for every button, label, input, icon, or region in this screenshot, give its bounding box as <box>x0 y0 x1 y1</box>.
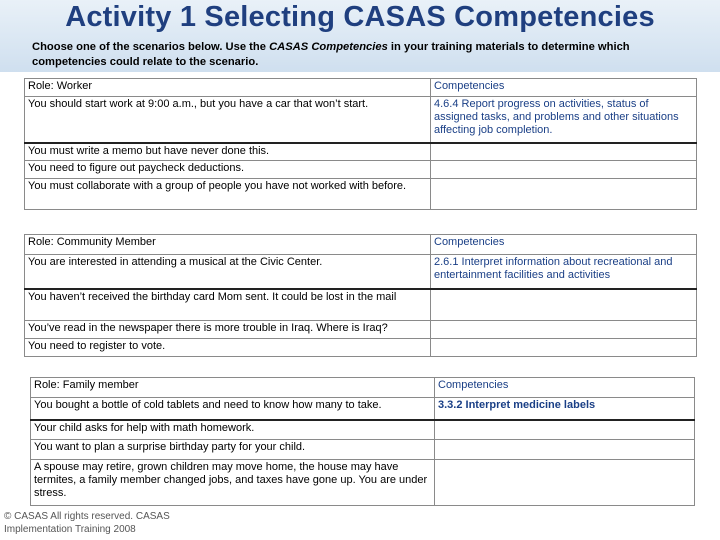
scenario-cell: You are interested in attending a musical at the Civic Center. <box>25 255 431 289</box>
scenario-cell: You want to plan a surprise birthday party for your child. <box>31 440 435 460</box>
scenario-cell: Your child asks for help with math homework. <box>31 420 435 440</box>
scenario-cell: You must write a memo but have never done this. <box>25 143 431 161</box>
role-header: Role: Community Member <box>25 235 431 255</box>
role-header: Role: Worker <box>25 79 431 97</box>
instructions-part2: in your training materials to determine which competencies could relate to the scenario. <box>32 41 630 68</box>
copyright-footer <box>4 510 204 536</box>
competency-cell <box>431 179 697 210</box>
table-row <box>31 460 695 506</box>
family-table <box>30 377 695 506</box>
table-row <box>25 289 697 321</box>
table-header-row <box>25 79 697 97</box>
table-row <box>25 179 697 210</box>
scenario-cell: You need to register to vote. <box>25 339 431 357</box>
competencies-header: Competencies <box>431 79 697 97</box>
table-row <box>31 440 695 460</box>
competencies-header: Competencies <box>435 378 695 398</box>
table-header-row <box>25 235 697 255</box>
competency-cell: 3.3.2 Interpret medicine labels <box>435 398 695 420</box>
competency-cell: 2.6.1 Interpret information about recreational and entertainment facilities and activities <box>431 255 697 289</box>
competency-cell <box>431 289 697 321</box>
table-row <box>25 161 697 179</box>
table-row <box>25 97 697 143</box>
competency-cell <box>435 460 695 506</box>
table-row <box>25 143 697 161</box>
instructions-italic: CASAS Competencies <box>269 41 388 53</box>
scenario-cell: You need to figure out paycheck deductions. <box>25 161 431 179</box>
competency-cell <box>431 321 697 339</box>
competencies-header: Competencies <box>431 235 697 255</box>
role-header: Role: Family member <box>31 378 435 398</box>
table-row <box>25 255 697 289</box>
footer-line-1: © CASAS All rights reserved. CASAS <box>4 511 170 522</box>
page-title: Activity 1 Selecting CASAS Competencies <box>65 1 655 33</box>
table-header-row <box>31 378 695 398</box>
scenario-cell: You’ve read in the newspaper there is more trouble in Iraq. Where is Iraq? <box>25 321 431 339</box>
table-row <box>31 398 695 420</box>
competency-cell <box>435 420 695 440</box>
scenario-cell: A spouse may retire, grown children may move home, the house may have termites, a family member changed jobs, and taxes have gone up. You are under stress. <box>31 460 435 506</box>
instructions-part1: Choose one of the scenarios below. Use the <box>32 41 270 53</box>
scenario-cell: You bought a bottle of cold tablets and need to know how many to take. <box>31 398 435 420</box>
competency-cell <box>431 161 697 179</box>
scenario-cell: You must collaborate with a group of people you have not worked with before. <box>25 179 431 210</box>
competency-cell <box>431 143 697 161</box>
community-table <box>24 234 697 357</box>
footer-line-2: Implementation Training 2008 <box>4 524 136 535</box>
table-row <box>31 420 695 440</box>
worker-table <box>24 78 697 210</box>
competency-cell <box>435 440 695 460</box>
table-row <box>25 339 697 357</box>
competency-cell: 4.6.4 Report progress on activities, status of assigned tasks, and problems and other situations affecting job completion. <box>431 97 697 143</box>
table-row <box>25 321 697 339</box>
scenario-cell: You should start work at 9:00 a.m., but you have a car that won’t start. <box>25 97 431 143</box>
competency-cell <box>431 339 697 357</box>
instructions <box>32 40 692 70</box>
scenario-cell: You haven’t received the birthday card Mom sent. It could be lost in the mail <box>25 289 431 321</box>
